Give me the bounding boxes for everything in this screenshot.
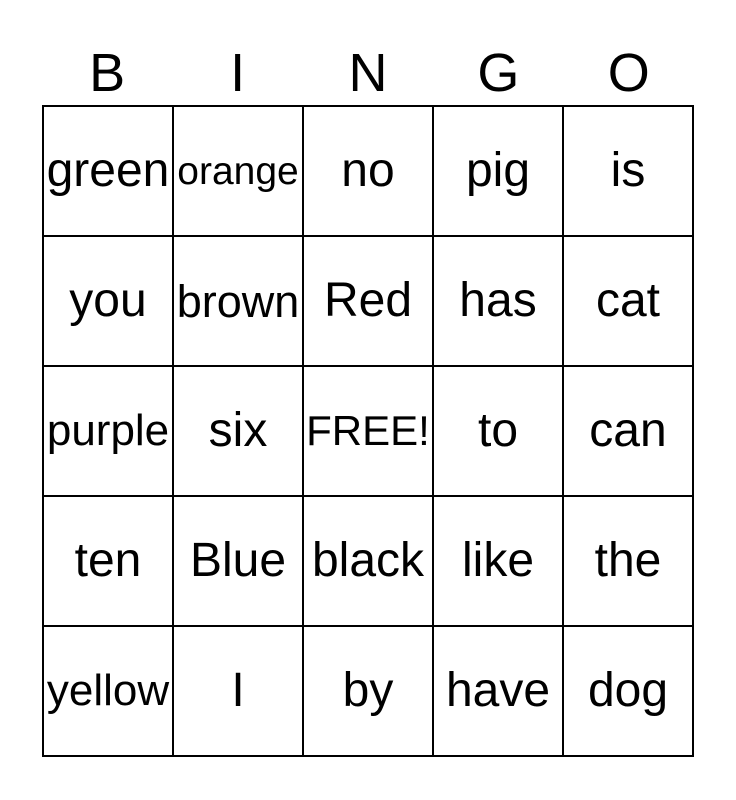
bingo-cell-r5c3[interactable] xyxy=(303,626,433,756)
title-letter-i: I xyxy=(230,43,246,103)
bingo-cell-r3c1[interactable] xyxy=(43,366,173,496)
bingo-cell-r2c4[interactable] xyxy=(433,236,563,366)
bingo-cell-free[interactable] xyxy=(303,366,433,496)
cell-word: has xyxy=(459,274,537,327)
title-letter-n: N xyxy=(348,43,388,103)
bingo-title xyxy=(42,43,694,103)
title-letter-b: B xyxy=(89,43,126,103)
bingo-cell-r5c1[interactable] xyxy=(43,626,173,756)
bingo-cell-r4c5[interactable] xyxy=(563,496,693,626)
free-space-label: FREE! xyxy=(306,407,430,454)
cell-word: black xyxy=(311,534,425,587)
cell-word: yellow xyxy=(46,666,170,715)
cell-word: Blue xyxy=(189,534,287,587)
bingo-cell-r1c2[interactable] xyxy=(173,106,303,236)
cell-word: ten xyxy=(74,534,142,587)
title-letter-o: O xyxy=(607,43,650,103)
cell-word: brown xyxy=(176,275,300,327)
bingo-cell-r3c5[interactable] xyxy=(563,366,693,496)
cell-word: cat xyxy=(595,274,661,327)
cell-word: you xyxy=(69,274,147,327)
cell-word: can xyxy=(589,404,667,457)
bingo-cell-r1c5[interactable] xyxy=(563,106,693,236)
bingo-cell-r5c4[interactable] xyxy=(433,626,563,756)
cell-word: I xyxy=(231,664,245,717)
bingo-cell-r1c3[interactable] xyxy=(303,106,433,236)
bingo-cell-r3c2[interactable] xyxy=(173,366,303,496)
cell-word: orange xyxy=(177,149,299,193)
bingo-cell-r3c4[interactable] xyxy=(433,366,563,496)
cell-word: six xyxy=(208,404,268,457)
bingo-cell-r1c4[interactable] xyxy=(433,106,563,236)
bingo-grid xyxy=(42,105,694,757)
bingo-cell-r2c3[interactable] xyxy=(303,236,433,366)
cell-word: is xyxy=(610,144,646,197)
bingo-cell-r2c2[interactable] xyxy=(173,236,303,366)
cell-word: to xyxy=(477,404,519,457)
bingo-cell-r2c5[interactable] xyxy=(563,236,693,366)
cell-word: like xyxy=(461,534,535,587)
bingo-cell-r2c1[interactable] xyxy=(43,236,173,366)
bingo-cell-r4c2[interactable] xyxy=(173,496,303,626)
cell-word: dog xyxy=(587,664,669,717)
cell-word: purple xyxy=(46,406,170,455)
cell-word: Red xyxy=(323,274,413,327)
cell-word: by xyxy=(342,664,394,717)
bingo-cell-r1c1[interactable] xyxy=(43,106,173,236)
cell-word: pig xyxy=(465,144,531,197)
cell-word: have xyxy=(445,664,551,717)
cell-word: the xyxy=(594,534,662,587)
cell-word: green xyxy=(46,144,170,197)
title-letter-g: G xyxy=(477,43,520,103)
cell-word: no xyxy=(341,144,395,197)
bingo-cell-r4c4[interactable] xyxy=(433,496,563,626)
bingo-cell-r4c1[interactable] xyxy=(43,496,173,626)
bingo-cell-r5c2[interactable] xyxy=(173,626,303,756)
bingo-cell-r5c5[interactable] xyxy=(563,626,693,756)
bingo-cell-r4c3[interactable] xyxy=(303,496,433,626)
